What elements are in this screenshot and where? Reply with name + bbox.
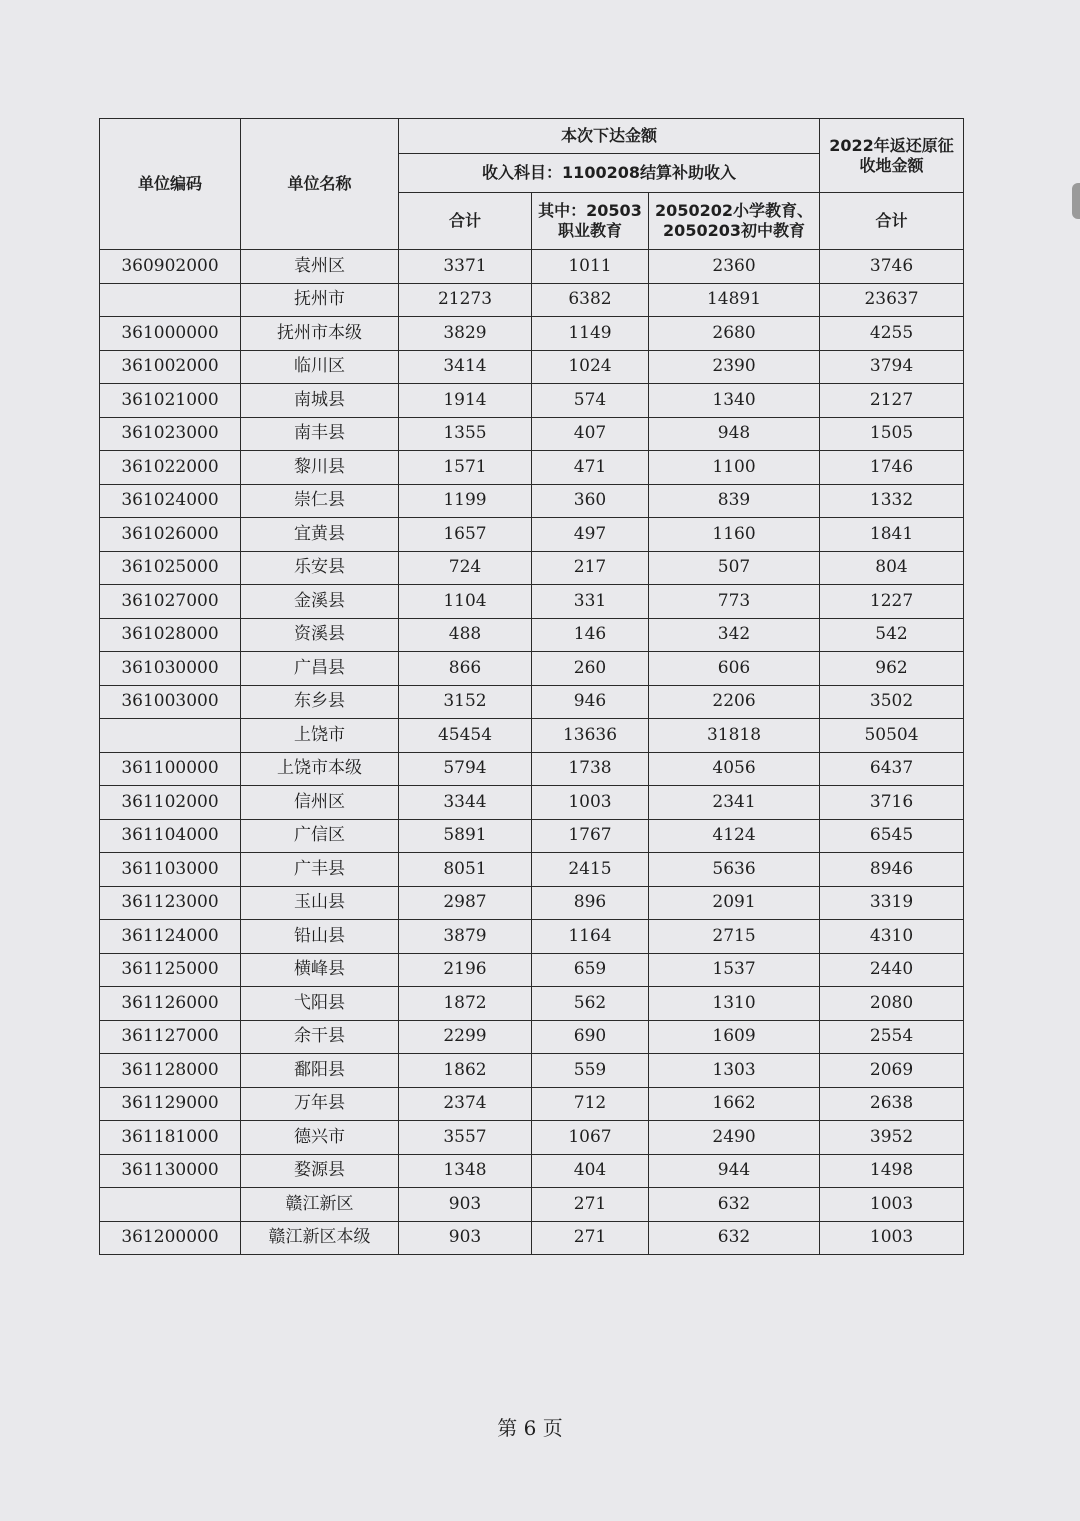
- cell-vocational: 2415: [532, 853, 649, 887]
- cell-vocational: 271: [532, 1221, 649, 1255]
- cell-code: 361181000: [100, 1121, 241, 1155]
- cell-primary-middle: 2206: [649, 685, 820, 719]
- cell-primary-middle: 1340: [649, 384, 820, 418]
- cell-vocational: 1767: [532, 819, 649, 853]
- table-row: [100, 719, 964, 753]
- cell-name: 玉山县: [241, 886, 399, 920]
- cell-vocational: 404: [532, 1154, 649, 1188]
- cell-total: 1104: [399, 585, 532, 619]
- cell-total: 45454: [399, 719, 532, 753]
- cell-total: 2987: [399, 886, 532, 920]
- cell-vocational: 497: [532, 518, 649, 552]
- cell-vocational: 562: [532, 987, 649, 1021]
- cell-vocational: 1164: [532, 920, 649, 954]
- header-total: 合计: [399, 193, 532, 250]
- allocation-table: [99, 118, 964, 1255]
- cell-name: 弋阳县: [241, 987, 399, 1021]
- cell-vocational: 471: [532, 451, 649, 485]
- cell-primary-middle: 2680: [649, 317, 820, 351]
- cell-refund: 2440: [820, 953, 964, 987]
- cell-vocational: 946: [532, 685, 649, 719]
- cell-code: 361104000: [100, 819, 241, 853]
- cell-total: 1199: [399, 484, 532, 518]
- cell-total: 3152: [399, 685, 532, 719]
- cell-primary-middle: 2341: [649, 786, 820, 820]
- header-unit-name: 单位名称: [241, 119, 399, 250]
- table-row: [100, 350, 964, 384]
- table-row: [100, 752, 964, 786]
- cell-name: 宜黄县: [241, 518, 399, 552]
- cell-code: 361002000: [100, 350, 241, 384]
- cell-name: 横峰县: [241, 953, 399, 987]
- cell-refund: 1003: [820, 1221, 964, 1255]
- table-row: [100, 250, 964, 284]
- table-row: [100, 1154, 964, 1188]
- table-row: [100, 819, 964, 853]
- cell-code: [100, 719, 241, 753]
- cell-refund: 1841: [820, 518, 964, 552]
- cell-vocational: 217: [532, 551, 649, 585]
- cell-primary-middle: 4056: [649, 752, 820, 786]
- cell-code: 361127000: [100, 1020, 241, 1054]
- table-header: [100, 119, 964, 250]
- cell-total: 1355: [399, 417, 532, 451]
- cell-primary-middle: 1609: [649, 1020, 820, 1054]
- header-income-subject: 收入科目：1100208结算补助收入: [399, 154, 820, 193]
- cell-name: 抚州市: [241, 283, 399, 317]
- cell-primary-middle: 2091: [649, 886, 820, 920]
- cell-code: 361125000: [100, 953, 241, 987]
- cell-primary-middle: 2390: [649, 350, 820, 384]
- header-refund-group: 2022年返还原征收地金额: [820, 119, 964, 193]
- cell-code: 361124000: [100, 920, 241, 954]
- table-row: [100, 317, 964, 351]
- cell-name: 金溪县: [241, 585, 399, 619]
- cell-refund: 3746: [820, 250, 964, 284]
- cell-code: 361027000: [100, 585, 241, 619]
- cell-refund: 1227: [820, 585, 964, 619]
- table-row: [100, 953, 964, 987]
- cell-vocational: 146: [532, 618, 649, 652]
- cell-primary-middle: 1537: [649, 953, 820, 987]
- cell-total: 2196: [399, 953, 532, 987]
- cell-code: 361025000: [100, 551, 241, 585]
- cell-primary-middle: 2490: [649, 1121, 820, 1155]
- scan-edge-mark: [1072, 183, 1080, 219]
- table-row: [100, 1087, 964, 1121]
- cell-primary-middle: 342: [649, 618, 820, 652]
- cell-refund: 3716: [820, 786, 964, 820]
- cell-refund: 8946: [820, 853, 964, 887]
- cell-name: 南城县: [241, 384, 399, 418]
- cell-vocational: 260: [532, 652, 649, 686]
- cell-name: 袁州区: [241, 250, 399, 284]
- cell-primary-middle: 4124: [649, 819, 820, 853]
- cell-name: 资溪县: [241, 618, 399, 652]
- cell-vocational: 1067: [532, 1121, 649, 1155]
- cell-vocational: 559: [532, 1054, 649, 1088]
- cell-total: 903: [399, 1188, 532, 1222]
- cell-total: 1862: [399, 1054, 532, 1088]
- cell-primary-middle: 632: [649, 1188, 820, 1222]
- table-row: [100, 384, 964, 418]
- cell-vocational: 712: [532, 1087, 649, 1121]
- cell-primary-middle: 773: [649, 585, 820, 619]
- cell-total: 3414: [399, 350, 532, 384]
- cell-code: [100, 283, 241, 317]
- cell-refund: 3794: [820, 350, 964, 384]
- cell-name: 铅山县: [241, 920, 399, 954]
- cell-code: 361200000: [100, 1221, 241, 1255]
- cell-total: 1571: [399, 451, 532, 485]
- cell-name: 余干县: [241, 1020, 399, 1054]
- cell-vocational: 1149: [532, 317, 649, 351]
- cell-vocational: 574: [532, 384, 649, 418]
- cell-refund: 6545: [820, 819, 964, 853]
- cell-name: 万年县: [241, 1087, 399, 1121]
- table-row: [100, 1188, 964, 1222]
- cell-total: 21273: [399, 283, 532, 317]
- cell-total: 2374: [399, 1087, 532, 1121]
- cell-vocational: 271: [532, 1188, 649, 1222]
- cell-total: 2299: [399, 1020, 532, 1054]
- cell-primary-middle: 14891: [649, 283, 820, 317]
- cell-code: 361003000: [100, 685, 241, 719]
- cell-refund: 3319: [820, 886, 964, 920]
- cell-primary-middle: 944: [649, 1154, 820, 1188]
- cell-name: 乐安县: [241, 551, 399, 585]
- cell-total: 724: [399, 551, 532, 585]
- cell-primary-middle: 1662: [649, 1087, 820, 1121]
- cell-code: 361028000: [100, 618, 241, 652]
- cell-code: 361000000: [100, 317, 241, 351]
- cell-refund: 962: [820, 652, 964, 686]
- cell-refund: 2554: [820, 1020, 964, 1054]
- cell-total: 3879: [399, 920, 532, 954]
- cell-total: 5794: [399, 752, 532, 786]
- cell-code: 361026000: [100, 518, 241, 552]
- cell-refund: 1332: [820, 484, 964, 518]
- cell-primary-middle: 1310: [649, 987, 820, 1021]
- cell-primary-middle: 31818: [649, 719, 820, 753]
- cell-refund: 6437: [820, 752, 964, 786]
- cell-primary-middle: 1100: [649, 451, 820, 485]
- cell-name: 广昌县: [241, 652, 399, 686]
- cell-code: 361100000: [100, 752, 241, 786]
- cell-refund: 23637: [820, 283, 964, 317]
- cell-name: 赣江新区: [241, 1188, 399, 1222]
- cell-code: 361023000: [100, 417, 241, 451]
- table-row: [100, 886, 964, 920]
- cell-code: 361102000: [100, 786, 241, 820]
- cell-primary-middle: 2360: [649, 250, 820, 284]
- cell-refund: 2080: [820, 987, 964, 1021]
- cell-total: 5891: [399, 819, 532, 853]
- cell-refund: 2127: [820, 384, 964, 418]
- page-number: 第 6 页: [497, 1416, 563, 1440]
- table-row: [100, 920, 964, 954]
- table-row: [100, 1121, 964, 1155]
- cell-total: 3557: [399, 1121, 532, 1155]
- header-refund-total: 合计: [820, 193, 964, 250]
- cell-name: 德兴市: [241, 1121, 399, 1155]
- cell-refund: 2638: [820, 1087, 964, 1121]
- cell-refund: 3952: [820, 1121, 964, 1155]
- header-unit-code: 单位编码: [100, 119, 241, 250]
- table-row: [100, 451, 964, 485]
- cell-primary-middle: 839: [649, 484, 820, 518]
- cell-name: 鄱阳县: [241, 1054, 399, 1088]
- cell-code: 361024000: [100, 484, 241, 518]
- table-row: [100, 283, 964, 317]
- cell-primary-middle: 1160: [649, 518, 820, 552]
- cell-primary-middle: 5636: [649, 853, 820, 887]
- cell-code: 361128000: [100, 1054, 241, 1088]
- cell-vocational: 360: [532, 484, 649, 518]
- cell-refund: 4255: [820, 317, 964, 351]
- cell-vocational: 1738: [532, 752, 649, 786]
- cell-total: 3371: [399, 250, 532, 284]
- cell-total: 903: [399, 1221, 532, 1255]
- table-body: [100, 250, 964, 1255]
- table-row: [100, 585, 964, 619]
- cell-code: 361130000: [100, 1154, 241, 1188]
- cell-name: 广丰县: [241, 853, 399, 887]
- table-row: [100, 1020, 964, 1054]
- cell-vocational: 1011: [532, 250, 649, 284]
- table-row: [100, 853, 964, 887]
- cell-vocational: 1024: [532, 350, 649, 384]
- table-row: [100, 618, 964, 652]
- cell-vocational: 407: [532, 417, 649, 451]
- cell-code: 361126000: [100, 987, 241, 1021]
- cell-name: 东乡县: [241, 685, 399, 719]
- cell-name: 婺源县: [241, 1154, 399, 1188]
- cell-vocational: 1003: [532, 786, 649, 820]
- cell-name: 南丰县: [241, 417, 399, 451]
- table-row: [100, 652, 964, 686]
- cell-name: 上饶市: [241, 719, 399, 753]
- cell-primary-middle: 507: [649, 551, 820, 585]
- table-row: [100, 1054, 964, 1088]
- cell-name: 临川区: [241, 350, 399, 384]
- cell-primary-middle: 632: [649, 1221, 820, 1255]
- cell-total: 1348: [399, 1154, 532, 1188]
- cell-refund: 1003: [820, 1188, 964, 1222]
- table-row: [100, 551, 964, 585]
- cell-primary-middle: 948: [649, 417, 820, 451]
- cell-vocational: 690: [532, 1020, 649, 1054]
- cell-refund: 3502: [820, 685, 964, 719]
- cell-vocational: 6382: [532, 283, 649, 317]
- cell-code: 361129000: [100, 1087, 241, 1121]
- cell-refund: 50504: [820, 719, 964, 753]
- cell-refund: 4310: [820, 920, 964, 954]
- cell-vocational: 13636: [532, 719, 649, 753]
- cell-total: 488: [399, 618, 532, 652]
- table-row: [100, 1221, 964, 1255]
- cell-name: 信州区: [241, 786, 399, 820]
- header-allocation-group: 本次下达金额: [399, 119, 820, 154]
- cell-code: [100, 1188, 241, 1222]
- cell-total: 1657: [399, 518, 532, 552]
- cell-refund: 804: [820, 551, 964, 585]
- cell-code: 361123000: [100, 886, 241, 920]
- header-vocational: 其中：20503职业教育: [532, 193, 649, 250]
- table-row: [100, 987, 964, 1021]
- cell-refund: 2069: [820, 1054, 964, 1088]
- cell-refund: 1498: [820, 1154, 964, 1188]
- cell-vocational: 331: [532, 585, 649, 619]
- cell-primary-middle: 2715: [649, 920, 820, 954]
- cell-vocational: 659: [532, 953, 649, 987]
- cell-code: 361103000: [100, 853, 241, 887]
- header-primary-middle: 2050202小学教育、2050203初中教育: [649, 193, 820, 250]
- cell-code: 361022000: [100, 451, 241, 485]
- cell-refund: 1746: [820, 451, 964, 485]
- cell-refund: 542: [820, 618, 964, 652]
- cell-code: 361030000: [100, 652, 241, 686]
- cell-name: 上饶市本级: [241, 752, 399, 786]
- cell-name: 黎川县: [241, 451, 399, 485]
- table-row: [100, 685, 964, 719]
- cell-total: 1872: [399, 987, 532, 1021]
- cell-name: 崇仁县: [241, 484, 399, 518]
- table-row: [100, 417, 964, 451]
- table-row: [100, 786, 964, 820]
- table-row: [100, 518, 964, 552]
- cell-name: 广信区: [241, 819, 399, 853]
- cell-total: 866: [399, 652, 532, 686]
- cell-total: 8051: [399, 853, 532, 887]
- cell-code: 360902000: [100, 250, 241, 284]
- cell-name: 抚州市本级: [241, 317, 399, 351]
- cell-code: 361021000: [100, 384, 241, 418]
- cell-refund: 1505: [820, 417, 964, 451]
- cell-total: 1914: [399, 384, 532, 418]
- cell-vocational: 896: [532, 886, 649, 920]
- cell-total: 3829: [399, 317, 532, 351]
- cell-primary-middle: 606: [649, 652, 820, 686]
- cell-name: 赣江新区本级: [241, 1221, 399, 1255]
- table-row: [100, 484, 964, 518]
- cell-primary-middle: 1303: [649, 1054, 820, 1088]
- cell-total: 3344: [399, 786, 532, 820]
